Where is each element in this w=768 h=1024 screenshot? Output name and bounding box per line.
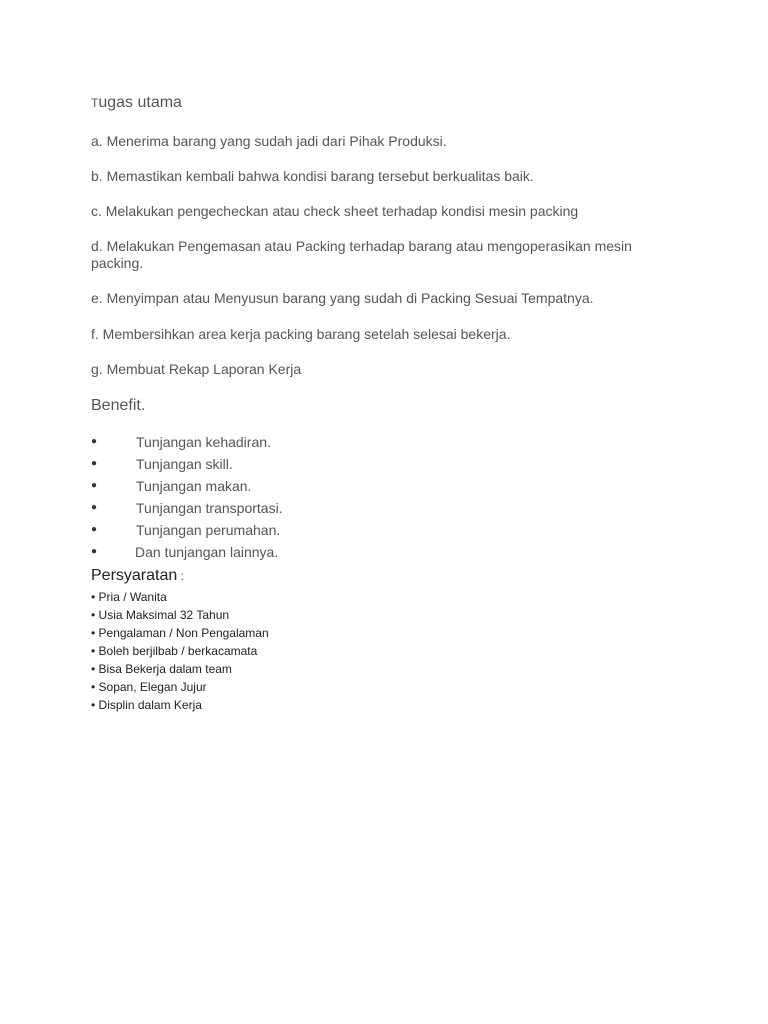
benefit-heading: Benefit.	[91, 397, 146, 414]
list-item: • Bisa Bekerja dalam team	[91, 662, 232, 676]
persyaratan-list	[91, 589, 269, 715]
tugas-item: b. Memastikan kembali bahwa kondisi barang tersebut berkualitas baik.	[91, 168, 534, 184]
bullet-icon: ●	[91, 502, 98, 513]
persyaratan-heading	[91, 567, 184, 585]
persyaratan-heading-text: Persyaratan	[91, 567, 178, 584]
tugas-item: f. Membersihkan area kerja packing barang setelah selesai bekerja.	[91, 326, 511, 342]
bullet-icon: ●	[91, 458, 98, 469]
benefit-item-text: Tunjangan makan.	[136, 478, 252, 494]
bullet-icon: ●	[91, 480, 98, 491]
tugas-item: g. Membuat Rekap Laporan Kerja	[91, 361, 302, 377]
bullet-icon: ●	[91, 546, 98, 557]
benefit-item-text: Dan tunjangan lainnya.	[135, 544, 279, 560]
list-item: • Usia Maksimal 32 Tahun	[91, 608, 230, 622]
list-item: • Pengalaman / Non Pengalaman	[91, 626, 269, 640]
benefit-item-text: Tunjangan perumahan.	[136, 522, 281, 538]
tugas-heading	[91, 94, 182, 112]
tugas-item: e. Menyimpan atau Menyusun barang yang sudah di Packing Sesuai Tempatnya.	[91, 290, 594, 306]
tugas-heading-rest: ugas utama	[98, 94, 182, 111]
benefit-item-text: Tunjangan transportasi.	[136, 500, 283, 516]
persyaratan-heading-colon: :	[177, 569, 184, 583]
bullet-icon: ●	[91, 436, 98, 447]
tugas-heading-initial: T	[91, 96, 99, 110]
list-item: • Displin dalam Kerja	[91, 698, 202, 712]
list-item: • Pria / Wanita	[91, 590, 167, 604]
benefit-item-text: Tunjangan kehadiran.	[136, 434, 271, 450]
tugas-item: d. Melakukan Pengemasan atau Packing terhadap barang atau mengoperasikan mesin packing.	[91, 238, 632, 271]
list-item: • Sopan, Elegan Jujur	[91, 680, 207, 694]
bullet-icon: ●	[91, 524, 98, 535]
tugas-item: a. Menerima barang yang sudah jadi dari Pihak Produksi.	[91, 133, 447, 149]
benefit-item-text: Tunjangan skill.	[136, 456, 233, 472]
list-item: • Boleh berjilbab / berkacamata	[91, 644, 258, 658]
tugas-item: c. Melakukan pengecheckan atau check sheet terhadap kondisi mesin packing	[91, 203, 579, 219]
